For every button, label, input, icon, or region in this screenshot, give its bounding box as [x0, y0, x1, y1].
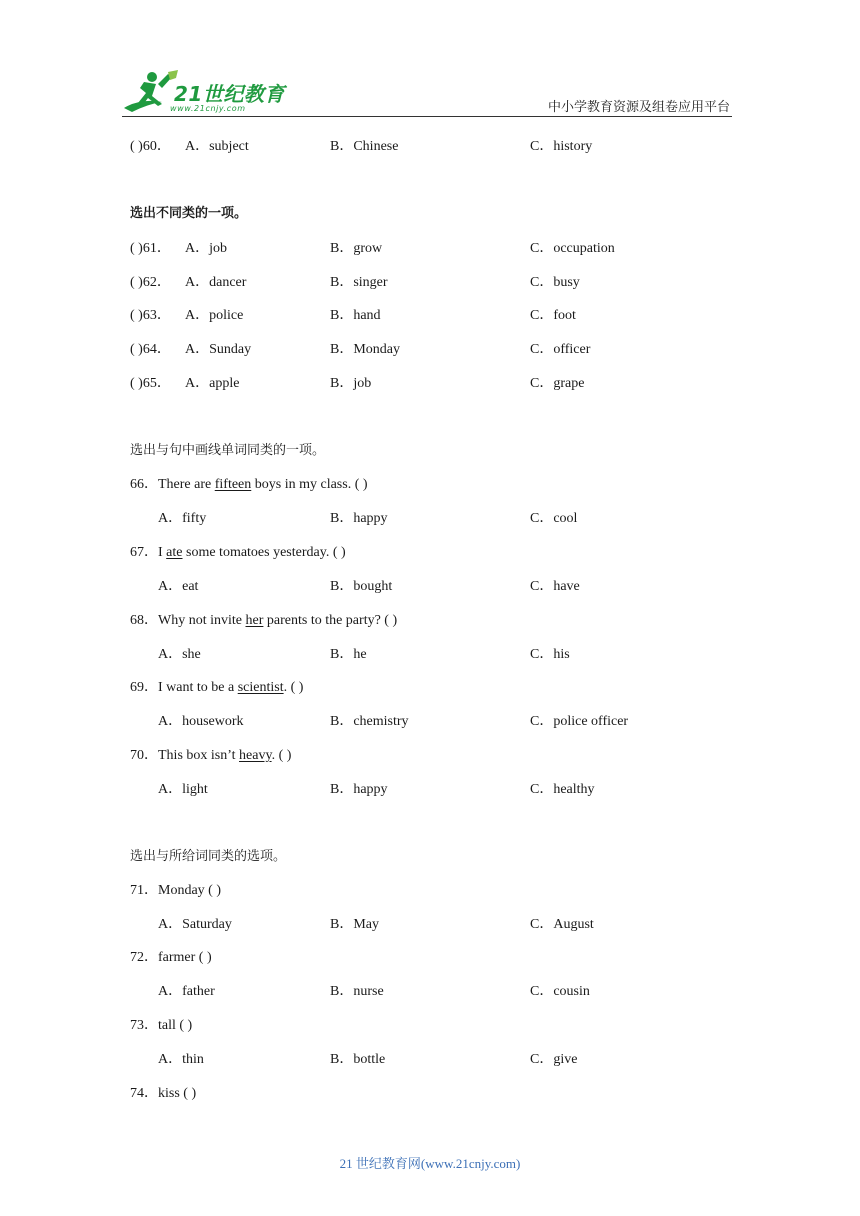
option-a: A．subject — [185, 139, 249, 154]
option-a: A．eat — [158, 579, 199, 594]
header-divider — [122, 116, 732, 117]
option-a: A．fifty — [158, 511, 207, 526]
stem-text: 66．There are — [130, 477, 215, 492]
option-c: C．history — [530, 139, 593, 154]
question-67-stem — [130, 543, 346, 563]
option-b: B．job — [330, 376, 372, 391]
section-title: 选出与句中画线单词同类的一项。 — [130, 443, 326, 458]
question-number: ( )60． — [130, 139, 171, 154]
page-footer[interactable]: 21 世纪教育网(www.21cnjy.com) — [339, 1156, 521, 1171]
option-c: C．give — [530, 1052, 578, 1067]
option-a: A．light — [158, 782, 208, 797]
underlined-word: heavy — [239, 748, 272, 763]
stem-text: some tomatoes yesterday. ( ) — [182, 545, 346, 560]
question-number: ( )62． — [130, 275, 171, 290]
option-a: A．Saturday — [158, 917, 232, 932]
question-73-stem: 73．tall ( ) — [130, 1018, 193, 1033]
question-number: ( )64． — [130, 342, 171, 357]
underlined-word: fifteen — [214, 477, 252, 492]
option-c: C．foot — [530, 308, 576, 323]
question-number: ( )63． — [130, 308, 171, 323]
option-b: B．Chinese — [330, 139, 399, 154]
question-number: ( )61． — [130, 241, 171, 256]
stem-text: boys in my class. ( ) — [251, 477, 368, 492]
stem-text: 67．I — [130, 545, 167, 560]
stem-text: 70．This box isn’t — [130, 748, 240, 763]
stem-text: . ( ) — [283, 680, 304, 695]
option-b: B．bottle — [330, 1052, 386, 1067]
section-title: 选出不同类的一项。 — [130, 206, 248, 221]
option-c: C．officer — [530, 342, 591, 357]
option-a: A．housework — [158, 714, 244, 729]
page-header — [0, 0, 860, 125]
section-title: 选出与所给词同类的选项。 — [130, 849, 287, 864]
option-c: C．occupation — [530, 241, 615, 256]
option-a: A．she — [158, 647, 201, 662]
stem-text: 68．Why not invite — [130, 613, 246, 628]
question-72-stem: 72．farmer ( ) — [130, 950, 212, 965]
underlined-word: scientist — [237, 680, 284, 695]
header-tagline: 中小学教育资源及组卷应用平台 — [547, 99, 730, 114]
option-a: A．father — [158, 984, 215, 999]
option-c: C．August — [530, 917, 594, 932]
option-c: C．cool — [530, 511, 578, 526]
option-b: B．Monday — [330, 342, 400, 357]
option-b: B．May — [330, 917, 379, 932]
stem-text: . ( ) — [271, 748, 292, 763]
underlined-word: ate — [166, 545, 183, 560]
option-c: C．police officer — [530, 714, 629, 729]
site-logo — [122, 68, 292, 116]
option-c: C．grape — [530, 376, 585, 391]
stem-text: parents to the party? ( ) — [263, 613, 398, 628]
question-70-stem — [130, 746, 291, 766]
option-a: A．Sunday — [185, 342, 252, 357]
underlined-word: her — [245, 613, 264, 628]
question-66-stem — [130, 475, 368, 495]
logo-url: www.21cnjy.com — [170, 104, 246, 113]
stem-text: 69．I want to be a — [130, 680, 238, 695]
option-b: B．grow — [330, 241, 383, 256]
option-a: A．apple — [185, 376, 240, 391]
question-68-stem — [130, 611, 397, 631]
question-69-stem — [130, 678, 303, 698]
option-b: B．nurse — [330, 984, 384, 999]
option-b: B．hand — [330, 308, 381, 323]
option-a: A．dancer — [185, 275, 247, 290]
option-b: B．singer — [330, 275, 388, 290]
option-c: C．his — [530, 647, 570, 662]
option-a: A．police — [185, 308, 244, 323]
question-74-stem: 74．kiss ( ) — [130, 1086, 197, 1101]
option-c: C．have — [530, 579, 580, 594]
option-c: C．cousin — [530, 984, 590, 999]
option-c: C．busy — [530, 275, 580, 290]
option-c: C．healthy — [530, 782, 595, 797]
option-b: B．happy — [330, 511, 388, 526]
option-a: A．thin — [158, 1052, 204, 1067]
option-a: A．job — [185, 241, 227, 256]
option-b: B．he — [330, 647, 367, 662]
option-b: B．chemistry — [330, 714, 409, 729]
question-71-stem: 71．Monday ( ) — [130, 883, 221, 898]
option-b: B．happy — [330, 782, 388, 797]
logo-text: 21世纪教育 — [174, 82, 285, 106]
question-number: ( )65． — [130, 376, 171, 391]
option-b: B．bought — [330, 579, 393, 594]
